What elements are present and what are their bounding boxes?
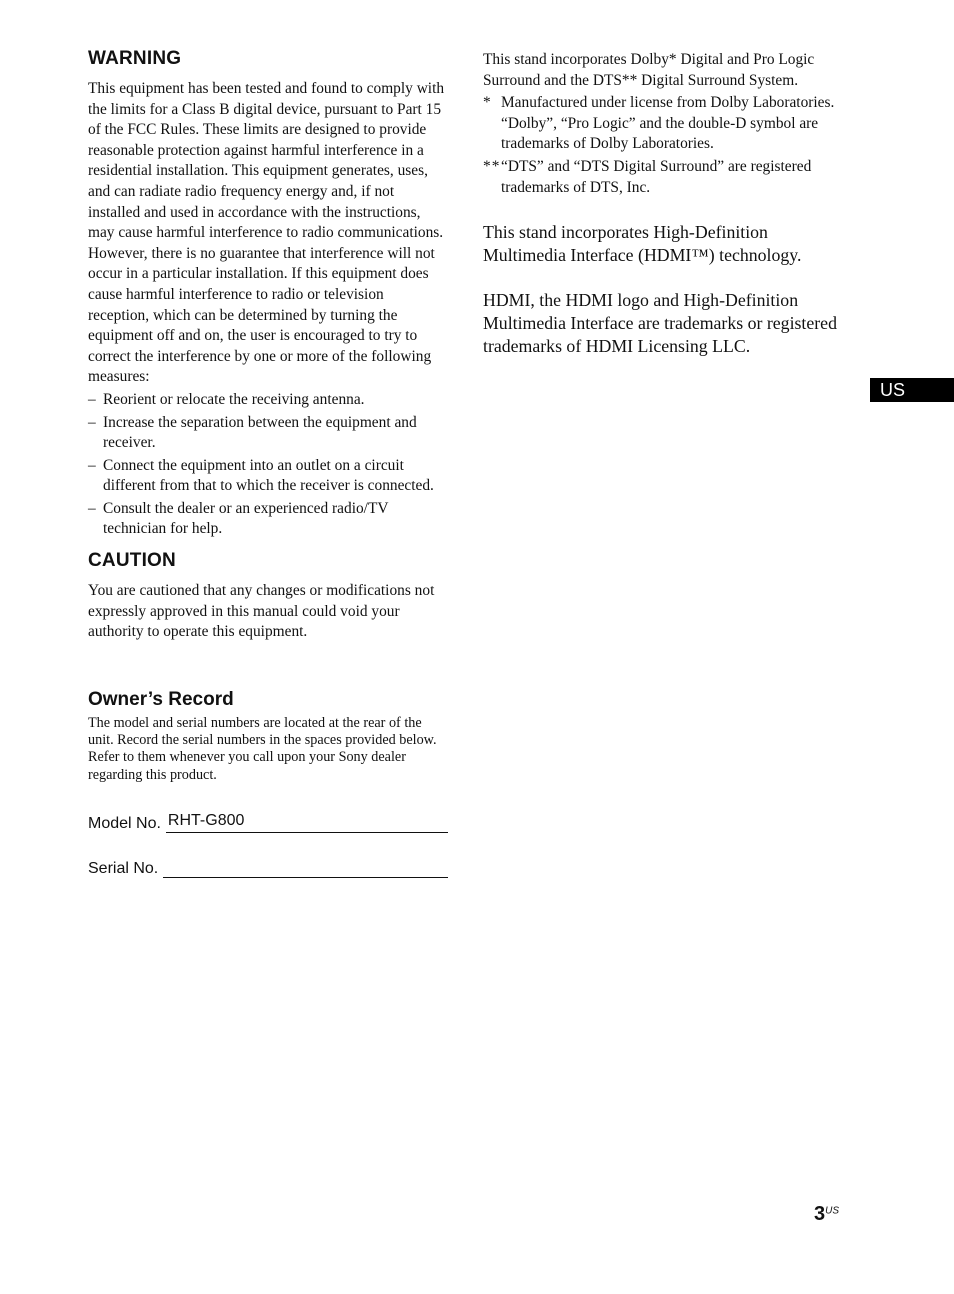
list-item: – Reorient or relocate the receiving antenna. [88, 390, 365, 408]
footnote-dolby-line1: Manufactured under license from Dolby Laboratories. [501, 94, 835, 112]
serial-number-field [88, 857, 448, 878]
measures-list [88, 390, 448, 540]
owners-record-body: The model and serial numbers are located at the rear of the unit. Record the serial numbers in the spaces provided below. Refer to them whenever you call upon your Sony dealer regarding this product. [88, 714, 437, 783]
page-number-value: 3 [814, 1203, 826, 1225]
model-number-field [88, 812, 448, 833]
footnote-dolby: * Manufactured under license from Dolby Laboratories. “Dolby”, “Pro Logic” and the double-D symbol are trademarks of Dolby Laboratories. [483, 93, 845, 155]
list-item: – Consult the dealer or an experienced radio/TV technician for help. [88, 499, 389, 538]
hdmi-technology-text: This stand incorporates High-Definition Multimedia Interface (HDMI™) technology. [483, 222, 802, 265]
serial-number-label: Serial No. [88, 860, 159, 878]
model-number-label: Model No. [88, 815, 161, 833]
serial-number-value [163, 857, 448, 878]
list-item: – Connect the equipment into an outlet on a circuit different from that to which the receiver is connected. [88, 456, 434, 495]
right-column [483, 50, 845, 357]
page-number-suffix: US [825, 1205, 840, 1217]
hdmi-trademark-text: HDMI, the HDMI logo and High-Definition Multimedia Interface are trademarks or registered trademarks of HDMI Licensing LLC. [483, 290, 837, 356]
owners-record-heading: Owner’s Record [88, 688, 234, 710]
warning-body: This equipment has been tested and found to comply with the limits for a Class B digital device, pursuant to Part 15 of the FCC Rules. These limits are designed to provide reasonable protection against harmful interference in a residential installation. This equipment generates, uses, and can radiate radio frequency energy and, if not installed and used in accordance with the instructions, may cause harmful interference to radio communications. However, there is no guarantee that interference will not occur in a particular installation. If this equipment does cause harmful interference to radio or television reception, which can be determined by turning the equipment off and on, the user is encouraged to try to correct the interference by one or more of the following measures: [88, 80, 445, 386]
model-number-value: RHT-G800 [166, 812, 448, 833]
warning-heading: WARNING [88, 48, 182, 69]
left-column [88, 48, 448, 878]
dolby-dts-intro: This stand incorporates Dolby* Digital and Pro Logic Surround and the DTS** Digital Surround System. [483, 51, 815, 89]
footnote-dts: ** “DTS” and “DTS Digital Surround” are registered trademarks of DTS, Inc. [483, 157, 812, 196]
page-number [814, 1203, 839, 1226]
language-tab: US [870, 378, 954, 402]
footnote-dolby-line2: “Dolby”, “Pro Logic” and the double-D symbol are trademarks of Dolby Laboratories. [501, 114, 819, 153]
caution-heading: CAUTION [88, 550, 176, 572]
caution-body: You are cautioned that any changes or modifications not expressly approved in this manual could void your authority to operate this equipment. [88, 582, 435, 641]
list-item: – Increase the separation between the equipment and receiver. [88, 413, 417, 452]
